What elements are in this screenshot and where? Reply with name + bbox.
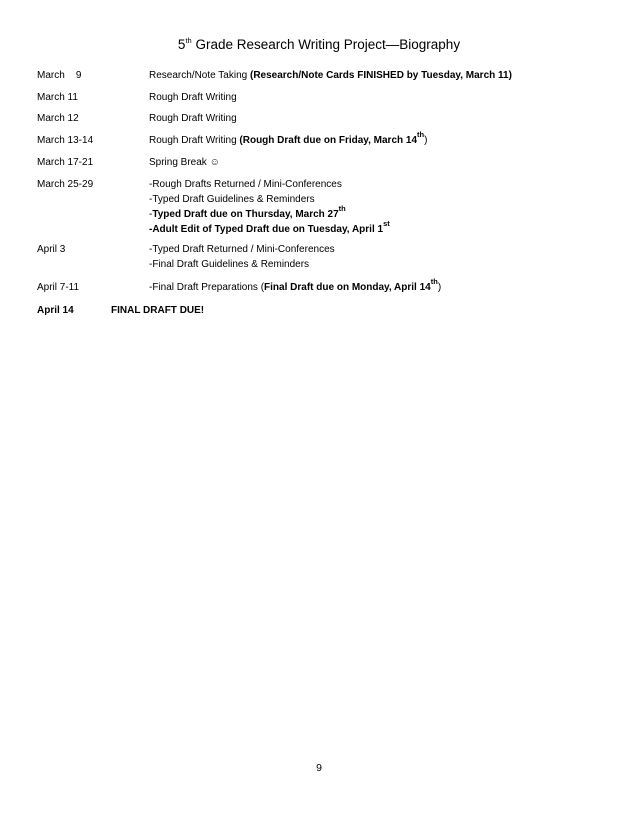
schedule-description: -Rough Drafts Returned / Mini-Conferences -Typed Draft Guidelines & Reminders -Typed Draft due on Thursday, March 27th -Adult Edit of Typed Draft due on Tuesday, April 1st bbox=[149, 179, 390, 235]
schedule-description: Research/Note Taking (Research/Note Cards FINISHED by Tuesday, March 11) bbox=[149, 70, 512, 81]
page-number: 9 bbox=[316, 762, 322, 774]
schedule-date: March 12 bbox=[37, 113, 79, 124]
page-title: 5th Grade Research Writing Project—Biography bbox=[177, 36, 461, 52]
schedule-date: March 17-21 bbox=[37, 157, 94, 168]
schedule-date: March 25-29 bbox=[37, 179, 94, 190]
schedule-date: March 13-14 bbox=[37, 135, 94, 146]
schedule-date: April 7-11 bbox=[37, 282, 80, 293]
schedule-date: March 9 bbox=[37, 70, 82, 81]
final-due-date: April 14 bbox=[37, 305, 74, 316]
schedule-description: Rough Draft Writing (Rough Draft due on Friday, March 14th) bbox=[149, 130, 428, 146]
schedule-description: Spring Break ☺ bbox=[149, 157, 220, 168]
final-due-text: FINAL DRAFT DUE! bbox=[111, 305, 205, 316]
schedule-description: Rough Draft Writing bbox=[149, 92, 237, 103]
schedule-description: -Final Draft Preparations (Final Draft due on Monday, April 14th) bbox=[149, 277, 442, 293]
schedule-description: Rough Draft Writing bbox=[149, 113, 237, 124]
schedule-date: April 3 bbox=[37, 244, 66, 255]
schedule-description: -Typed Draft Returned / Mini-Conferences -Final Draft Guidelines & Reminders bbox=[149, 244, 335, 270]
schedule-date: March 11 bbox=[37, 92, 78, 103]
